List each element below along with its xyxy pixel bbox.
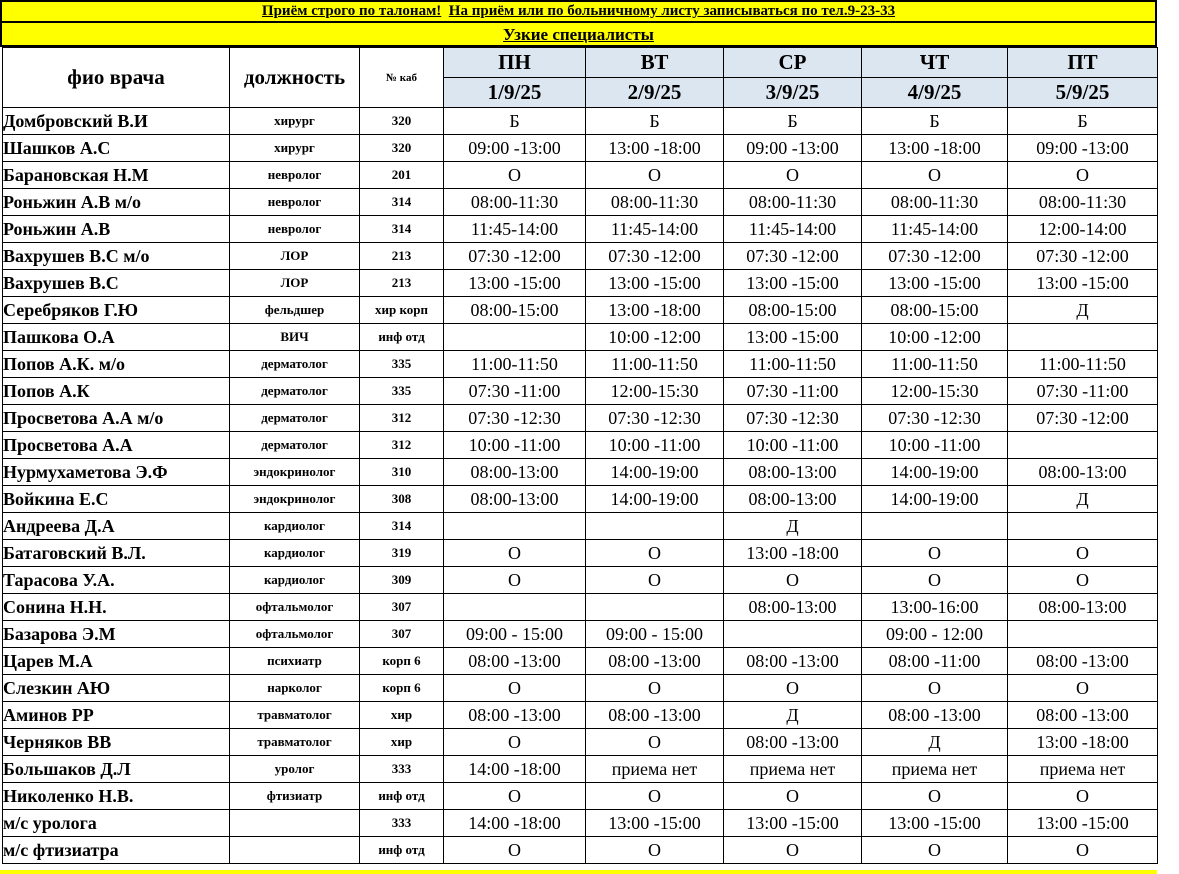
- section-title: Узкие специалисты: [503, 25, 654, 44]
- schedule-cell: 08:00-11:30: [862, 189, 1008, 216]
- schedule-cell: [586, 594, 724, 621]
- section-title-banner: [0, 21, 1157, 47]
- schedule-cell: 07:30 -12:00: [1008, 243, 1158, 270]
- schedule-cell: О: [862, 837, 1008, 864]
- table-row: [3, 594, 1158, 621]
- schedule-cell: О: [444, 783, 586, 810]
- schedule-cell: 08:00 -13:00: [724, 648, 862, 675]
- schedule-cell: 09:00 -13:00: [1008, 135, 1158, 162]
- schedule-cell: 08:00-13:00: [724, 594, 862, 621]
- schedule-cell: 09:00 -13:00: [444, 135, 586, 162]
- doctor-position: хирург: [230, 135, 360, 162]
- table-row: [3, 351, 1158, 378]
- room-number: 335: [360, 351, 444, 378]
- schedule-cell: Д: [1008, 297, 1158, 324]
- schedule-cell: Б: [1008, 108, 1158, 135]
- schedule-cell: 13:00 -15:00: [1008, 270, 1158, 297]
- schedule-cell: 07:30 -12:00: [1008, 405, 1158, 432]
- room-number: 307: [360, 594, 444, 621]
- schedule-cell: 08:00-11:30: [586, 189, 724, 216]
- doctor-position: невролог: [230, 162, 360, 189]
- schedule-cell: 07:30 -11:00: [724, 378, 862, 405]
- schedule-cell: 13:00 -15:00: [444, 270, 586, 297]
- doctor-position: психиатр: [230, 648, 360, 675]
- doctor-position: [230, 837, 360, 864]
- schedule-cell: 13:00 -18:00: [1008, 729, 1158, 756]
- schedule-cell: О: [444, 567, 586, 594]
- schedule-cell: 11:45-14:00: [862, 216, 1008, 243]
- room-number: 312: [360, 405, 444, 432]
- schedule-cell: [444, 324, 586, 351]
- schedule-cell: 08:00-11:30: [444, 189, 586, 216]
- schedule-cell: 13:00 -15:00: [724, 270, 862, 297]
- table-row: [3, 702, 1158, 729]
- doctor-position: дерматолог: [230, 432, 360, 459]
- schedule-cell: 08:00 -13:00: [724, 729, 862, 756]
- schedule-cell: 14:00-19:00: [862, 459, 1008, 486]
- table-row: [3, 405, 1158, 432]
- doctor-name: Черняков ВВ: [3, 729, 230, 756]
- table-row: [3, 783, 1158, 810]
- schedule-cell: 13:00 -15:00: [586, 270, 724, 297]
- schedule-cell: 13:00 -18:00: [724, 540, 862, 567]
- table-row: [3, 567, 1158, 594]
- table-row: [3, 540, 1158, 567]
- doctor-position: фельдшер: [230, 297, 360, 324]
- schedule-cell: О: [724, 567, 862, 594]
- schedule-cell: 13:00 -18:00: [586, 297, 724, 324]
- room-number: хир корп: [360, 297, 444, 324]
- schedule-cell: О: [444, 162, 586, 189]
- doctor-name: м/с фтизиатра: [3, 837, 230, 864]
- header-day: ПТ: [1008, 48, 1158, 78]
- doctor-name: Серебряков Г.Ю: [3, 297, 230, 324]
- schedule-cell: 08:00-11:30: [1008, 189, 1158, 216]
- room-number: 333: [360, 810, 444, 837]
- schedule-cell: О: [586, 837, 724, 864]
- schedule-cell: 07:30 -12:30: [724, 405, 862, 432]
- schedule-cell: 11:45-14:00: [586, 216, 724, 243]
- doctor-name: Андреева Д.А: [3, 513, 230, 540]
- doctor-name: Просветова А.А: [3, 432, 230, 459]
- header-date: 2/9/25: [586, 78, 724, 108]
- room-number: 314: [360, 216, 444, 243]
- doctor-name: Аминов РР: [3, 702, 230, 729]
- schedule-cell: 07:30 -12:30: [862, 405, 1008, 432]
- schedule-cell: О: [724, 162, 862, 189]
- room-number: 310: [360, 459, 444, 486]
- schedule-cell: 12:00-15:30: [586, 378, 724, 405]
- schedule-cell: 12:00-14:00: [1008, 216, 1158, 243]
- schedule-cell: приема нет: [586, 756, 724, 783]
- table-row: [3, 459, 1158, 486]
- header-day: ЧТ: [862, 48, 1008, 78]
- doctor-position: эндокринолог: [230, 459, 360, 486]
- schedule-cell: 10:00 -11:00: [444, 432, 586, 459]
- room-number: 319: [360, 540, 444, 567]
- room-number: 314: [360, 189, 444, 216]
- notice-text-2: На приём или по больничному листу записываться по тел.: [448, 3, 848, 19]
- schedule-cell: О: [444, 675, 586, 702]
- schedule-cell: Б: [586, 108, 724, 135]
- schedule-cell: Д: [724, 702, 862, 729]
- schedule-cell: О: [862, 162, 1008, 189]
- schedule-cell: 11:00-11:50: [862, 351, 1008, 378]
- header-date: 4/9/25: [862, 78, 1008, 108]
- doctor-name: Нурмухаметова Э.Ф: [3, 459, 230, 486]
- doctor-name: Вахрушев В.С: [3, 270, 230, 297]
- doctor-position: ВИЧ: [230, 324, 360, 351]
- table-row: [3, 270, 1158, 297]
- table-row: [3, 378, 1158, 405]
- room-number: 201: [360, 162, 444, 189]
- schedule-cell: 14:00-19:00: [586, 486, 724, 513]
- room-number: 213: [360, 243, 444, 270]
- schedule-cell: О: [444, 540, 586, 567]
- doctor-position: травматолог: [230, 729, 360, 756]
- bottom-yellow-strip: [0, 870, 1157, 874]
- room-number: 308: [360, 486, 444, 513]
- doctor-position: [230, 810, 360, 837]
- schedule-cell: О: [444, 837, 586, 864]
- schedule-cell: 08:00-11:30: [724, 189, 862, 216]
- schedule-cell: 07:30 -12:00: [862, 243, 1008, 270]
- schedule-cell: О: [724, 837, 862, 864]
- schedule-cell: 13:00 -15:00: [724, 324, 862, 351]
- schedule-cell: 11:00-11:50: [724, 351, 862, 378]
- schedule-cell: Б: [444, 108, 586, 135]
- schedule-cell: 08:00-13:00: [444, 459, 586, 486]
- doctor-position: ЛОР: [230, 243, 360, 270]
- doctor-position: дерматолог: [230, 351, 360, 378]
- schedule-cell: 07:30 -12:00: [724, 243, 862, 270]
- schedule-cell: Д: [1008, 486, 1158, 513]
- schedule-cell: 14:00 -18:00: [444, 810, 586, 837]
- schedule-cell: Д: [724, 513, 862, 540]
- schedule-cell: 09:00 - 15:00: [586, 621, 724, 648]
- schedule-cell: О: [1008, 783, 1158, 810]
- doctor-name: м/с уролога: [3, 810, 230, 837]
- schedule-cell: О: [1008, 675, 1158, 702]
- schedule-cell: 11:00-11:50: [586, 351, 724, 378]
- room-number: 312: [360, 432, 444, 459]
- schedule-cell: О: [862, 540, 1008, 567]
- schedule-cell: 08:00-15:00: [444, 297, 586, 324]
- doctor-name: Царев М.А: [3, 648, 230, 675]
- schedule-cell: [444, 513, 586, 540]
- doctor-name: Сонина Н.Н.: [3, 594, 230, 621]
- schedule-cell: 13:00 -15:00: [862, 810, 1008, 837]
- schedule-cell: 07:30 -12:30: [586, 405, 724, 432]
- schedule-cell: 08:00 -13:00: [1008, 702, 1158, 729]
- schedule-cell: Б: [862, 108, 1008, 135]
- doctor-name: Войкина Е.С: [3, 486, 230, 513]
- schedule-cell: 07:30 -12:00: [586, 243, 724, 270]
- schedule-cell: [724, 621, 862, 648]
- header-date: 1/9/25: [444, 78, 586, 108]
- schedule-cell: О: [586, 783, 724, 810]
- schedule-cell: 08:00-13:00: [724, 486, 862, 513]
- doctor-name: Вахрушев В.С м/о: [3, 243, 230, 270]
- doctor-name: Тарасова У.А.: [3, 567, 230, 594]
- doctor-name: Базарова Э.М: [3, 621, 230, 648]
- header-day: ПН: [444, 48, 586, 78]
- doctor-position: нарколог: [230, 675, 360, 702]
- doctor-name: Слезкин АЮ: [3, 675, 230, 702]
- table-row: [3, 621, 1158, 648]
- schedule-cell: 10:00 -11:00: [862, 432, 1008, 459]
- schedule-cell: 10:00 -12:00: [862, 324, 1008, 351]
- schedule-cell: 08:00-13:00: [1008, 594, 1158, 621]
- schedule-cell: 08:00-13:00: [444, 486, 586, 513]
- schedule-cell: [444, 594, 586, 621]
- schedule-cell: 08:00-13:00: [1008, 459, 1158, 486]
- schedule-cell: О: [724, 675, 862, 702]
- doctor-position: офтальмолог: [230, 594, 360, 621]
- table-row: [3, 189, 1158, 216]
- doctor-name: Роньжин А.В м/о: [3, 189, 230, 216]
- table-row: [3, 648, 1158, 675]
- doctor-position: невролог: [230, 216, 360, 243]
- schedule-cell: 13:00-16:00: [862, 594, 1008, 621]
- notice-phone: 9-23-33: [847, 3, 896, 19]
- schedule-cell: 14:00-19:00: [862, 486, 1008, 513]
- table-row: [3, 729, 1158, 756]
- schedule-cell: О: [586, 162, 724, 189]
- doctor-position: эндокринолог: [230, 486, 360, 513]
- schedule-cell: О: [586, 567, 724, 594]
- doctor-name: Шашков А.С: [3, 135, 230, 162]
- schedule-cell: 10:00 -11:00: [586, 432, 724, 459]
- schedule-cell: 08:00 -13:00: [444, 702, 586, 729]
- schedule-cell: 14:00 -18:00: [444, 756, 586, 783]
- schedule-cell: 14:00-19:00: [586, 459, 724, 486]
- schedule-cell: 08:00 -13:00: [586, 702, 724, 729]
- schedule-cell: [1008, 432, 1158, 459]
- schedule-cell: 08:00-13:00: [724, 459, 862, 486]
- doctor-name: Просветова А.А м/о: [3, 405, 230, 432]
- header-date: 3/9/25: [724, 78, 862, 108]
- schedule-cell: О: [862, 567, 1008, 594]
- room-number: 320: [360, 135, 444, 162]
- table-row: [3, 324, 1158, 351]
- room-number: инф отд: [360, 783, 444, 810]
- header-room: № каб: [360, 48, 444, 108]
- schedule-cell: 08:00 -13:00: [862, 702, 1008, 729]
- table-row: [3, 108, 1158, 135]
- schedule-cell: [586, 513, 724, 540]
- table-row: [3, 297, 1158, 324]
- doctor-name: Домбровский В.И: [3, 108, 230, 135]
- doctor-name: Батаговский В.Л.: [3, 540, 230, 567]
- table-row: [3, 675, 1158, 702]
- header-name: фио врача: [3, 48, 230, 108]
- table-header: [3, 48, 1158, 108]
- doctor-position: фтизиатр: [230, 783, 360, 810]
- schedule-table: [2, 47, 1158, 864]
- schedule-cell: О: [586, 540, 724, 567]
- schedule-cell: О: [1008, 837, 1158, 864]
- schedule-cell: О: [724, 783, 862, 810]
- schedule-cell: 11:00-11:50: [1008, 351, 1158, 378]
- schedule-cell: 11:45-14:00: [724, 216, 862, 243]
- schedule-cell: 08:00-15:00: [862, 297, 1008, 324]
- room-number: 333: [360, 756, 444, 783]
- doctor-name: Попов А.К. м/о: [3, 351, 230, 378]
- doctor-position: уролог: [230, 756, 360, 783]
- room-number: 309: [360, 567, 444, 594]
- table-row: [3, 216, 1158, 243]
- schedule-cell: 13:00 -15:00: [724, 810, 862, 837]
- header-date: 5/9/25: [1008, 78, 1158, 108]
- doctor-position: невролог: [230, 189, 360, 216]
- schedule-cell: 09:00 - 15:00: [444, 621, 586, 648]
- schedule-cell: 13:00 -15:00: [862, 270, 1008, 297]
- room-number: инф отд: [360, 837, 444, 864]
- schedule-cell: О: [1008, 567, 1158, 594]
- schedule-cell: 08:00 -13:00: [444, 648, 586, 675]
- schedule-cell: 12:00-15:30: [862, 378, 1008, 405]
- schedule-cell: 11:00-11:50: [444, 351, 586, 378]
- header-day: ВТ: [586, 48, 724, 78]
- schedule-cell: 13:00 -18:00: [862, 135, 1008, 162]
- doctor-position: кардиолог: [230, 567, 360, 594]
- schedule-cell: [1008, 513, 1158, 540]
- doctor-position: хирург: [230, 108, 360, 135]
- doctor-name: Пашкова О.А: [3, 324, 230, 351]
- schedule-cell: 09:00 - 12:00: [862, 621, 1008, 648]
- schedule-cell: 07:30 -12:00: [444, 243, 586, 270]
- room-number: хир: [360, 729, 444, 756]
- schedule-cell: О: [586, 729, 724, 756]
- doctor-position: офтальмолог: [230, 621, 360, 648]
- notice-text-1: Приём строго по талонам!: [261, 3, 442, 19]
- table-row: [3, 432, 1158, 459]
- room-number: инф отд: [360, 324, 444, 351]
- schedule-cell: приема нет: [862, 756, 1008, 783]
- table-row: [3, 837, 1158, 864]
- schedule-cell: 08:00-15:00: [724, 297, 862, 324]
- schedule-cell: 13:00 -18:00: [586, 135, 724, 162]
- schedule-cell: 08:00 -11:00: [862, 648, 1008, 675]
- doctor-name: Попов А.К: [3, 378, 230, 405]
- doctor-name: Роньжин А.В: [3, 216, 230, 243]
- schedule-cell: [1008, 621, 1158, 648]
- room-number: 307: [360, 621, 444, 648]
- table-row: [3, 486, 1158, 513]
- table-row: [3, 243, 1158, 270]
- schedule-cell: [1008, 324, 1158, 351]
- doctor-position: кардиолог: [230, 540, 360, 567]
- room-number: хир: [360, 702, 444, 729]
- schedule-cell: 07:30 -12:30: [444, 405, 586, 432]
- room-number: 213: [360, 270, 444, 297]
- room-number: 335: [360, 378, 444, 405]
- schedule-cell: 13:00 -15:00: [586, 810, 724, 837]
- header-day: СР: [724, 48, 862, 78]
- schedule-cell: 10:00 -12:00: [586, 324, 724, 351]
- schedule-cell: Б: [724, 108, 862, 135]
- doctor-position: травматолог: [230, 702, 360, 729]
- schedule-cell: О: [862, 675, 1008, 702]
- schedule-cell: О: [862, 783, 1008, 810]
- table-body: [3, 108, 1158, 864]
- doctor-position: ЛОР: [230, 270, 360, 297]
- schedule-cell: 07:30 -11:00: [444, 378, 586, 405]
- table-row: [3, 756, 1158, 783]
- schedule-cell: 08:00 -13:00: [586, 648, 724, 675]
- table-row: [3, 162, 1158, 189]
- room-number: 314: [360, 513, 444, 540]
- schedule-cell: О: [1008, 162, 1158, 189]
- schedule-cell: О: [1008, 540, 1158, 567]
- schedule-cell: Д: [862, 729, 1008, 756]
- schedule-cell: 07:30 -11:00: [1008, 378, 1158, 405]
- doctor-position: дерматолог: [230, 378, 360, 405]
- schedule-cell: 10:00 -11:00: [724, 432, 862, 459]
- doctor-name: Большаков Д.Л: [3, 756, 230, 783]
- doctor-position: кардиолог: [230, 513, 360, 540]
- notice-banner: [0, 0, 1157, 21]
- schedule-cell: приема нет: [724, 756, 862, 783]
- schedule-cell: О: [444, 729, 586, 756]
- room-number: корп 6: [360, 675, 444, 702]
- header-position: должность: [230, 48, 360, 108]
- table-row: [3, 513, 1158, 540]
- schedule-cell: 13:00 -15:00: [1008, 810, 1158, 837]
- schedule-cell: 11:45-14:00: [444, 216, 586, 243]
- table-row: [3, 135, 1158, 162]
- schedule-cell: О: [586, 675, 724, 702]
- schedule-cell: приема нет: [1008, 756, 1158, 783]
- doctor-name: Николенко Н.В.: [3, 783, 230, 810]
- schedule-cell: 09:00 -13:00: [724, 135, 862, 162]
- doctor-position: дерматолог: [230, 405, 360, 432]
- room-number: корп 6: [360, 648, 444, 675]
- table-row: [3, 810, 1158, 837]
- doctor-name: Барановская Н.М: [3, 162, 230, 189]
- room-number: 320: [360, 108, 444, 135]
- schedule-cell: [862, 513, 1008, 540]
- schedule-cell: 08:00 -13:00: [1008, 648, 1158, 675]
